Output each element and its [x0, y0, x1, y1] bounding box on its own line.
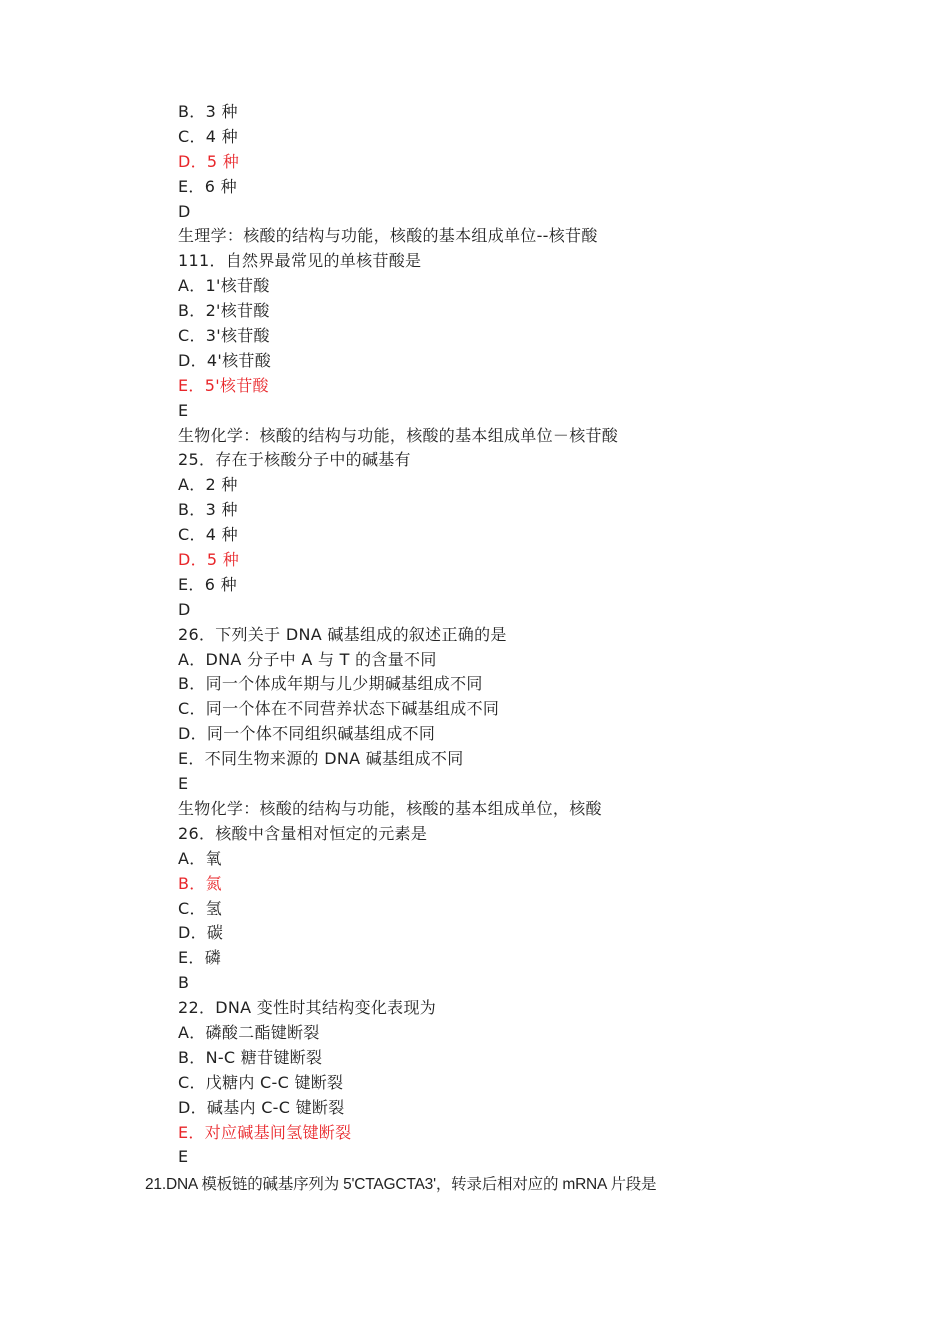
- document-line: 22．DNA 变性时其结构变化表现为: [178, 998, 437, 1018]
- correct-answer-line: D．5 种: [178, 151, 240, 171]
- question-list: [178, 100, 918, 1170]
- document-line: A．1'核苷酸: [178, 276, 270, 296]
- document-line: 生物化学：核酸的结构与功能，核酸的基本组成单位，核酸: [178, 798, 602, 818]
- correct-answer-line: D．5 种: [178, 550, 240, 570]
- document-line: C．3'核苷酸: [178, 326, 270, 346]
- document-line: E．磷: [178, 948, 222, 968]
- document-line: B．同一个体成年期与儿少期碱基组成不同: [178, 674, 483, 694]
- document-line: C．同一个体在不同营养状态下碱基组成不同: [178, 699, 500, 719]
- document-line: D: [178, 201, 191, 221]
- document-line: E．不同生物来源的 DNA 碱基组成不同: [178, 749, 464, 769]
- document-line: B: [178, 973, 190, 993]
- document-line: E．6 种: [178, 176, 237, 196]
- document-line: C．戊糖内 C-C 键断裂: [178, 1072, 344, 1092]
- document-line: A．2 种: [178, 475, 238, 495]
- document-line: E: [178, 400, 189, 420]
- correct-answer-line: E．对应碱基间氢键断裂: [178, 1122, 352, 1142]
- document-line: B．N-C 糖苷键断裂: [178, 1047, 323, 1067]
- correct-answer-line: B．氮: [178, 873, 222, 893]
- document-line: B．3 种: [178, 500, 238, 520]
- document-line: D．同一个体不同组织碱基组成不同: [178, 724, 436, 744]
- document-line: E: [178, 1147, 189, 1167]
- document-line: A．氧: [178, 848, 222, 868]
- document-line: D．碳: [178, 923, 224, 943]
- final-question-text: 21.DNA 模板链的碱基序列为 5'CTAGCTA3'，转录后相对应的 mRNA 片段是: [145, 1176, 657, 1193]
- document-line: D．4'核苷酸: [178, 350, 271, 370]
- document-line: 111．自然界最常见的单核苷酸是: [178, 251, 422, 271]
- document-line: C．4 种: [178, 525, 238, 545]
- correct-answer-line: E．5'核苷酸: [178, 375, 269, 395]
- document-line: 25．存在于核酸分子中的碱基有: [178, 450, 411, 470]
- document-line: B．2'核苷酸: [178, 301, 270, 321]
- document-line: C．4 种: [178, 126, 238, 146]
- document-line: E: [178, 774, 189, 794]
- document-line: D．碱基内 C-C 键断裂: [178, 1097, 345, 1117]
- document-line: 26．下列关于 DNA 碱基组成的叙述正确的是: [178, 624, 507, 644]
- document-line: 生理学：核酸的结构与功能，核酸的基本组成单位--核苷酸: [178, 226, 598, 246]
- document-line: 生物化学：核酸的结构与功能，核酸的基本组成单位－核苷酸: [178, 425, 619, 445]
- document-line: E．6 种: [178, 574, 237, 594]
- document-line: C．氢: [178, 898, 223, 918]
- document-line: A．磷酸二酯键断裂: [178, 1022, 320, 1042]
- document-line: B．3 种: [178, 102, 238, 121]
- document-line: A．DNA 分子中 A 与 T 的含量不同: [178, 649, 437, 669]
- document-line: D: [178, 599, 191, 619]
- document-line: 26．核酸中含量相对恒定的元素是: [178, 823, 428, 843]
